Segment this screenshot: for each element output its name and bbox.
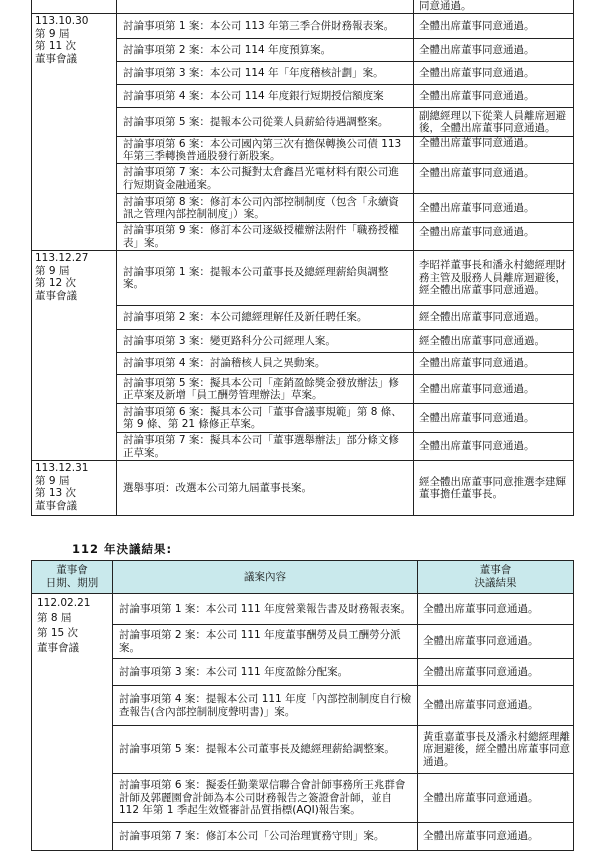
agenda-item: 討論事項第 2 案：本公司 111 年度董事酬勞及員工酬勞分派案。 xyxy=(113,625,418,659)
meeting-info-112-02-21 xyxy=(32,594,113,851)
resolution-result: 全體出席董事同意通過。 xyxy=(414,194,574,223)
resolution-result: 全體出席董事同意通過。 xyxy=(414,164,574,194)
header-meeting-date: 董事會 日期、期別 xyxy=(32,561,113,594)
resolution-result: 全體出席董事同意通過。 xyxy=(414,14,574,39)
resolution-result: 李昭祥董事長和潘永村總經理財務主管及服務人員離席迴避後，經全體出席董事同意通過。 xyxy=(414,251,574,306)
agenda-item: 討論事項第 4 案：提報本公司 111 年度「內部控制制度自行檢查報告(含內部控制制度聲明書)」案。 xyxy=(113,686,418,726)
meeting-type: 董事會議 xyxy=(35,499,77,512)
resolution-result: 黃重嘉董事長及潘永村總經理離席迴避後，經全體出席董事同意通過。 xyxy=(418,726,574,774)
resolution-result: 全體出席董事同意通過。 xyxy=(418,625,574,659)
meeting-session: 第 15 次 xyxy=(37,627,79,639)
meeting-cell-prev xyxy=(32,0,117,14)
meeting-date: 113.10.30 xyxy=(35,15,89,27)
meeting-type: 董事會議 xyxy=(37,642,79,654)
meeting-type: 董事會議 xyxy=(35,289,77,302)
agenda-item: 討論事項第 9 案：修訂本公司逐級授權辦法附件「職務授權表」案。 xyxy=(117,223,414,251)
section-heading-2023: 112 年決議結果: xyxy=(72,542,173,556)
header-agenda-content: 議案內容 xyxy=(113,561,418,594)
agenda-item: 討論事項第 5 案：提報本公司董事長及總經理薪給調整案。 xyxy=(113,726,418,774)
resolution-result: 全體出席董事同意通過。 xyxy=(414,353,574,375)
resolution-result: 經全體出席董事同意通過。 xyxy=(414,330,574,353)
resolution-result: 全體出席董事同意通過。 xyxy=(418,774,574,823)
agenda-item: 討論事項第 4 案：討論稽核人員之異動案。 xyxy=(117,353,414,375)
agenda-item: 選舉事項：改選本公司第九屆董事長案。 xyxy=(117,461,414,516)
agenda-item: 討論事項第 7 案：本公司擬對太倉鑫昌光電材料有限公司進行短期資金融通案。 xyxy=(117,164,414,194)
result-cell-prev: 同意通過。 xyxy=(414,0,574,14)
agenda-item: 討論事項第 7 案：修訂本公司「公司治理實務守則」案。 xyxy=(113,823,418,851)
agenda-item: 討論事項第 1 案：本公司 113 年第三季合併財務報表案。 xyxy=(117,14,414,39)
resolution-result: 全體出席董事同意通過。 xyxy=(414,375,574,404)
agenda-item: 討論事項第 3 案：本公司 111 年度盈餘分配案。 xyxy=(113,659,418,686)
agenda-item: 討論事項第 5 案：提報本公司從業人員薪給待遇調整案。 xyxy=(117,108,414,137)
meeting-date: 113.12.27 xyxy=(35,252,89,264)
agenda-item: 討論事項第 6 案：擬具本公司「董事會議事規範」第 8 條、第 9 條、第 21 條修正草案。 xyxy=(117,404,414,433)
agenda-item: 討論事項第 6 案：本公司國內第三次有擔保轉換公司債 113 年第三季轉換普通股發行新股案。 xyxy=(117,137,414,164)
resolution-result: 全體出席董事同意通過。 xyxy=(414,39,574,62)
meeting-date: 113.12.31 xyxy=(35,462,89,474)
resolution-result: 全體出席董事同意通過。 xyxy=(418,686,574,726)
resolutions-table-2023 xyxy=(31,560,574,851)
header-resolution: 董事會 決議結果 xyxy=(418,561,574,594)
resolution-result: 經全體出席董事同意推選李建輝董事擔任董事長。 xyxy=(414,461,574,516)
agenda-item: 討論事項第 8 案：修訂本公司內部控制制度（包含「永續資訊之管理內部控制制度」）案。 xyxy=(117,194,414,223)
meeting-info-113-12-31 xyxy=(32,461,117,516)
resolution-result: 全體出席董事同意通過。 xyxy=(414,85,574,108)
resolution-result: 全體出席董事同意通過。 xyxy=(414,223,574,251)
resolution-result: 全體出席董事同意通過。 xyxy=(414,404,574,433)
item-cell-prev xyxy=(117,0,414,14)
resolution-result: 全體出席董事同意通過。 xyxy=(418,594,574,625)
agenda-item: 討論事項第 2 案：本公司 114 年度預算案。 xyxy=(117,39,414,62)
resolution-result: 經全體出席董事同意通過。 xyxy=(414,306,574,330)
meeting-info-113-10-30 xyxy=(32,14,117,251)
agenda-item: 討論事項第 5 案：擬具本公司「產銷盈餘獎金發放辦法」修正草案及新增「員工酬勞管理辦法」草案。 xyxy=(117,375,414,404)
meeting-term: 第 8 屆 xyxy=(37,612,72,624)
agenda-item: 討論事項第 3 案：本公司 114 年「年度稽核計劃」案。 xyxy=(117,62,414,85)
meeting-session: 第 13 次 xyxy=(35,487,77,499)
resolution-result: 全體出席董事同意通過。 xyxy=(414,433,574,461)
meeting-term: 第 9 屆 xyxy=(35,264,70,277)
meeting-type: 董事會議 xyxy=(35,52,77,65)
resolution-result: 全體出席董事同意通過。 xyxy=(414,137,574,164)
meeting-term: 第 9 屆 xyxy=(35,474,70,487)
agenda-item: 討論事項第 7 案：擬具本公司「董事選舉辦法」部分條文修正草案。 xyxy=(117,433,414,461)
meeting-date: 112.02.21 xyxy=(37,597,91,609)
resolution-result: 全體出席董事同意通過。 xyxy=(414,62,574,85)
agenda-item: 討論事項第 6 案：擬委任勤業眾信聯合會計師事務所王兆群會計師及郭麗園會計師為本公司財務報告之簽證會計師，並自 112 年第 1 季起生效暨審計品質指標(AQI)報告案。 xyxy=(113,774,418,823)
agenda-item: 討論事項第 1 案：本公司 111 年度營業報告書及財務報表案。 xyxy=(113,594,418,625)
resolution-result: 全體出席董事同意通過。 xyxy=(418,823,574,851)
resolution-result: 副總經理以下從業人員離席迴避後，全體出席董事同意通過。 xyxy=(414,108,574,137)
meeting-term: 第 9 屆 xyxy=(35,27,70,40)
agenda-item: 討論事項第 3 案：變更路科分公司經理人案。 xyxy=(117,330,414,353)
agenda-item: 討論事項第 2 案：本公司總經理解任及新任聘任案。 xyxy=(117,306,414,330)
meeting-info-113-12-27 xyxy=(32,251,117,461)
meeting-session: 第 12 次 xyxy=(35,277,77,289)
agenda-item: 討論事項第 1 案：提報本公司董事長及總經理薪給與調整案。 xyxy=(117,251,414,306)
resolution-result: 全體出席董事同意通過。 xyxy=(418,659,574,686)
resolutions-table-2024 xyxy=(31,0,574,516)
agenda-item: 討論事項第 4 案：本公司 114 年度銀行短期授信額度案 xyxy=(117,85,414,108)
meeting-session: 第 11 次 xyxy=(35,40,77,52)
